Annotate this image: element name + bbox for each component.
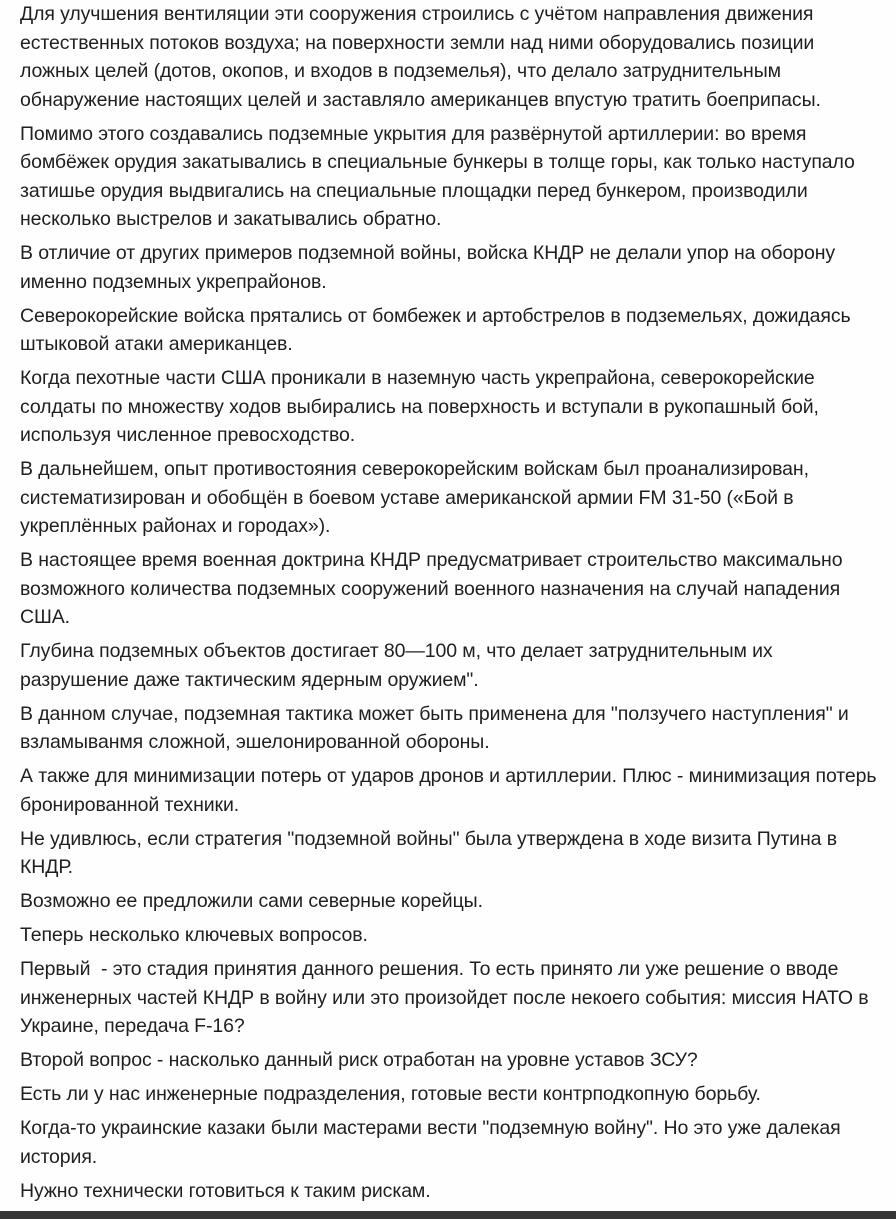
paragraph: Первый - это стадия принятия данного решения. То есть принято ли уже решение о вводе инженерных частей КНДР в войну или это произойдет после некоего события: миссия НАТО в Украине, передача F-16? <box>20 958 874 1037</box>
paragraph: Когда пехотные части США проникали в наземную часть укрепрайона, северокорейские солдаты по множеству ходов выбирались на поверхность и вступали в рукопашный бой, используя численное превосходство. <box>20 367 825 446</box>
paragraph: В настоящее время военная доктрина КНДР предусматривает строительство максимально возможного количества подземных сооружений военного назначения на случай нападения США. <box>20 549 848 628</box>
paragraph: Не удивлюсь, если стратегия "подземной войны" была утверждена в ходе визита Путина в КНДР. <box>20 827 843 878</box>
paragraph: Помимо этого создавались подземные укрытия для развёрнутой артиллерии: во время бомбёжек орудия закатывались в специальные бункеры в толще горы, как только наступало затишье орудия выдвигались на специальные площадки перед бункером, производили несколько выстрелов и закатывались обратно. <box>20 122 861 230</box>
paragraph: Есть ли у нас инженерные подразделения, готовые вести контрподкопную борьбу. <box>20 1083 761 1105</box>
paragraph: Северокорейские войска прятались от бомбежек и артобстрелов в подземельях, дожидаясь штыковой атаки американцев. <box>20 304 856 355</box>
paragraph: Нужно технически готовиться к таким рискам. <box>20 1179 431 1202</box>
paragraph: Возможно ее предложили сами северные корейцы. <box>20 890 483 912</box>
paragraph: Глубина подземных объектов достигает 80—100 м, что делает затруднительным их разрушение даже тактическим ядерным оружием". <box>20 640 778 691</box>
paragraph: Когда-то украинские казаки были мастерами вести "подземную войну". Но это уже далекая история. <box>20 1117 846 1168</box>
paragraph: А также для минимизации потерь от ударов дронов и артиллерии. Плюс - минимизация потерь бронированной техники. <box>20 765 882 816</box>
paragraph: Для улучшения вентиляции эти сооружения строились с учётом направления движения естественных потоков воздуха; на поверхности земли над ними оборудовались позиции ложных целей (дотов, окопов, и входов в подземелья), что делало затруднительным обнаружение настоящих целей и заставляло американцев впустую тратить боеприпасы. <box>20 3 821 111</box>
paragraph: Теперь несколько ключевых вопросов. <box>20 924 368 946</box>
bottom-window-edge <box>0 1211 896 1219</box>
paragraph: В дальнейшем, опыт противостояния северокорейским войскам был проанализирован, систематизирован и обобщён в боевом уставе американской армии FM 31-50 («Бой в укреплённых районах и городах»). <box>20 458 815 537</box>
paragraph: Второй вопрос - насколько данный риск отработан на уровне уставов ЗСУ? <box>20 1049 698 1071</box>
paragraph: В отличие от других примеров подземной войны, войска КНДР не делали упор на оборону именно подземных укрепрайонов. <box>20 242 841 293</box>
paragraph: В данном случае, подземная тактика может быть применена для "ползучего наступления" и взламыванмя сложной, эшелонированной обороны. <box>20 702 854 753</box>
